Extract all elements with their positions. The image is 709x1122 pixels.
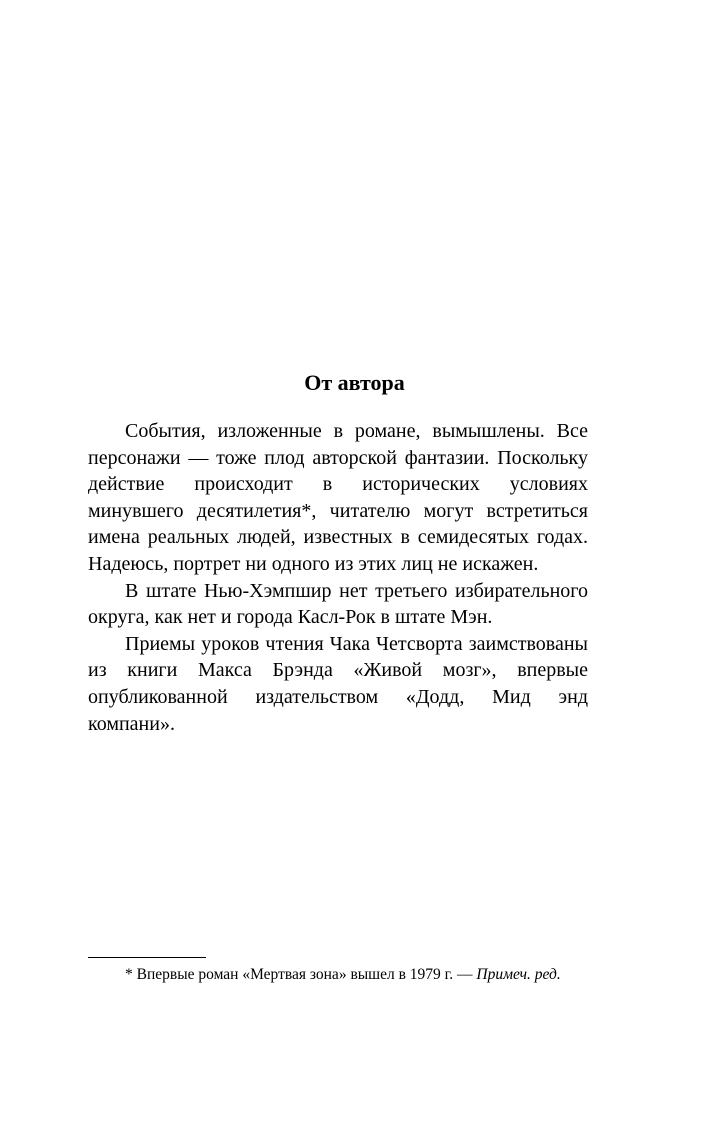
- footnote-text: * Впервые роман «Мертвая зона» вышел в 1979 г. —: [125, 966, 477, 983]
- footnote: [125, 964, 595, 986]
- page-title: От автора: [304, 370, 405, 395]
- paragraph-locations: В штате Нью-Хэмпшир нет третьего избирательного округа, как нет и города Касл-Рок в штате Мэн.: [88, 579, 588, 629]
- paragraph-reading-lessons: Приемы уроков чтения Чака Четсворта заимствованы из книги Макса Брэнда «Живой мозг», впервые опубликованной издательством «Додд, Мид энд компани».: [88, 632, 588, 735]
- footnote-editor-note: Примеч. ред.: [476, 966, 561, 983]
- body-text: [88, 418, 588, 737]
- footnote-divider: [88, 957, 206, 958]
- paragraph-disclaimer: События, изложенные в романе, вымышлены. Все персонажи — тоже плод авторской фантазии. Поскольку действие происходит в исторических условиях минувшего десятилетия*, читателю могут встретиться имена реальных людей, известных в семидесятых годах. Надеюсь, портрет ни одного из этих лиц не искажен.: [88, 420, 588, 575]
